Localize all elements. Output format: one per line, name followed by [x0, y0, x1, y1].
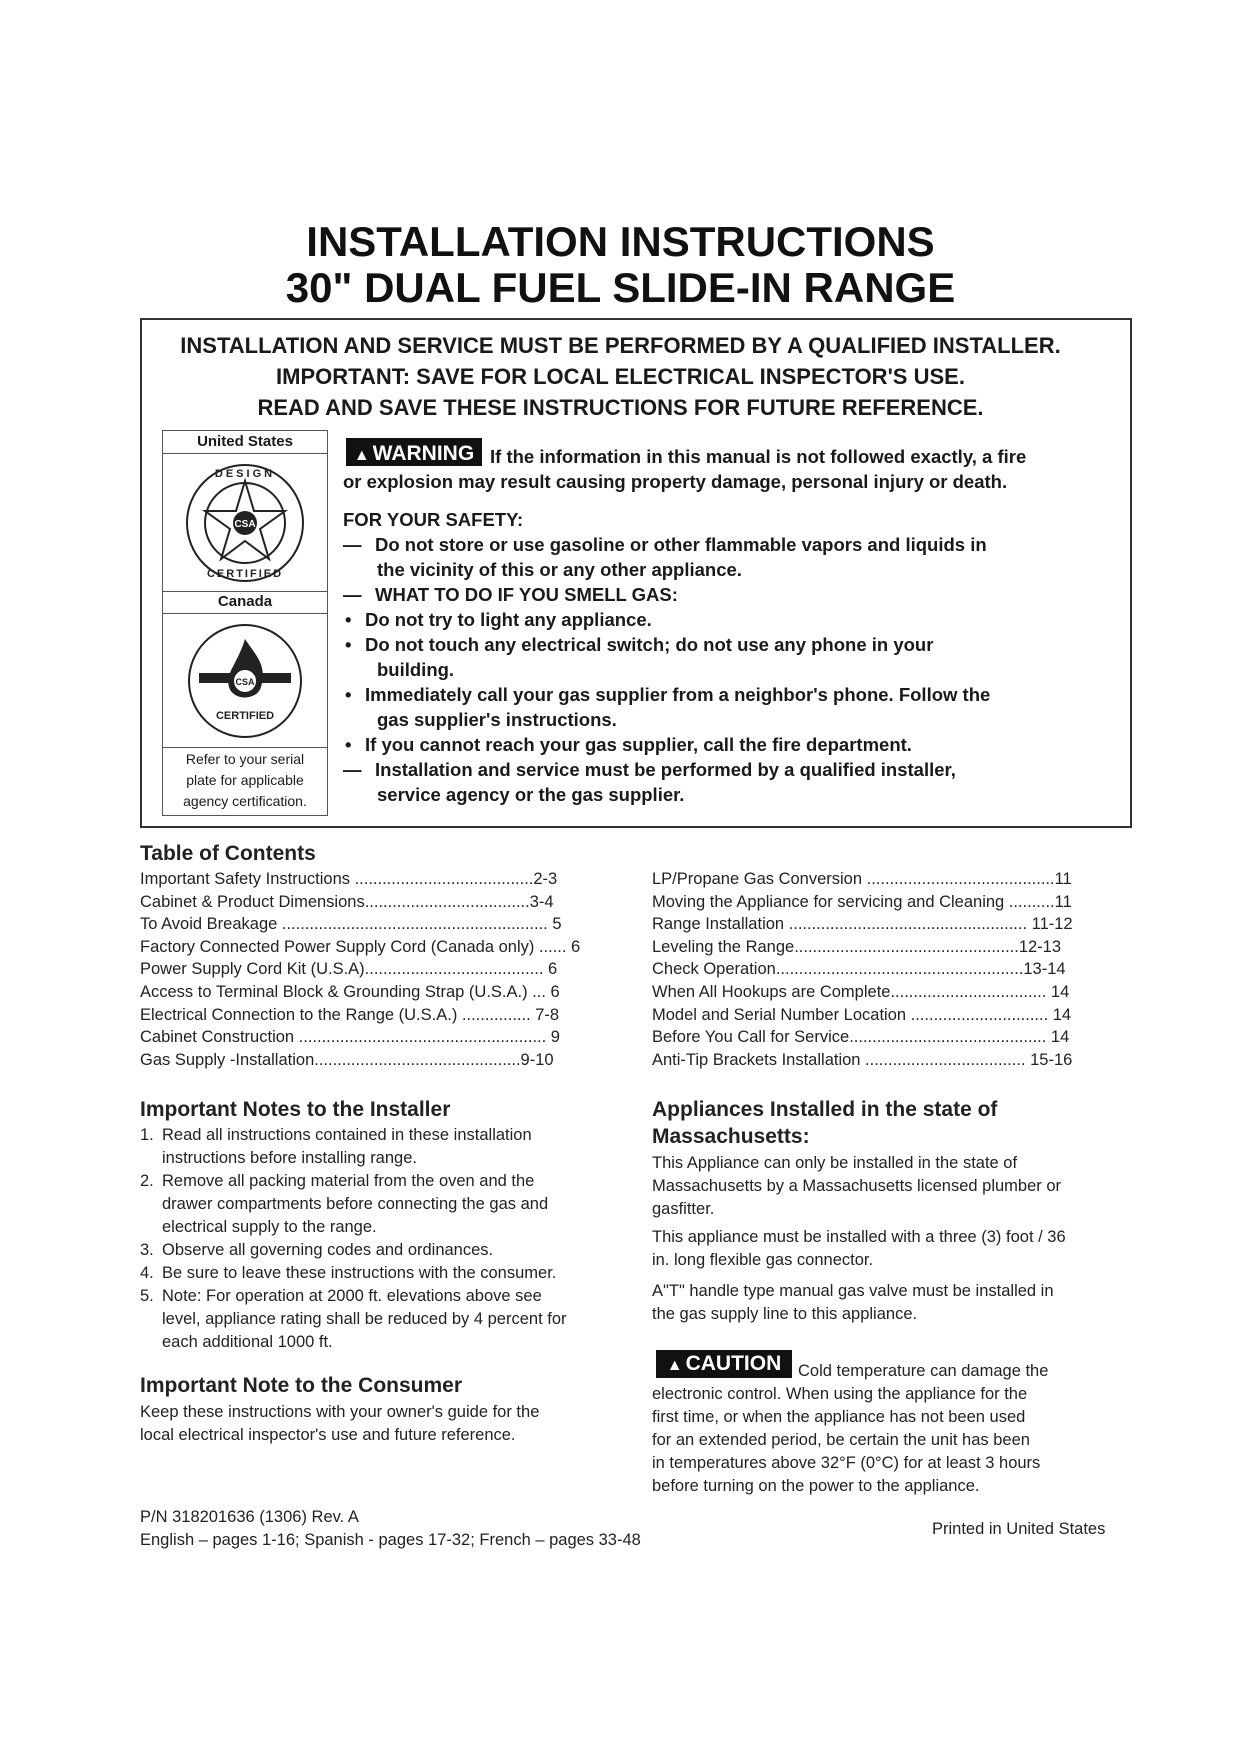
warning-badge [346, 438, 482, 466]
caution-line: before turning on the power to the appliance. [652, 1477, 980, 1495]
massachusetts-line: A"T" handle type manual gas valve must be installed in [652, 1282, 1054, 1300]
toc-left-column [140, 868, 620, 1071]
safety-item-4b: building. [377, 659, 455, 680]
safety-item-5: • Immediately call your gas supplier from a neighbor's phone. Follow the [345, 684, 991, 705]
warning-triangle-icon: ▲ [353, 447, 370, 464]
massachusetts-line: gasfitter. [652, 1200, 715, 1218]
massachusetts-line: This appliance must be installed with a three (3) foot / 36 [652, 1228, 1066, 1246]
csa-certified-flame-logo [185, 621, 305, 741]
installer-note-line: each additional 1000 ft. [162, 1333, 333, 1351]
box-header-line1: INSTALLATION AND SERVICE MUST BE PERFORMED BY A QUALIFIED INSTALLER. [180, 333, 1061, 358]
caution-text [652, 1383, 1132, 1498]
language-pages: English – pages 1-16; Spanish - pages 17-32; French – pages 33-48 [140, 1531, 641, 1549]
toc-entry: Access to Terminal Block & Grounding Strap (U.S.A.) ... 6 [140, 982, 560, 1001]
toc-entry: Electrical Connection to the Range (U.S.A.) ............... 7-8 [140, 1005, 560, 1024]
toc-entry: Gas Supply -Installation.............................................9-10 [140, 1050, 554, 1069]
massachusetts-paragraph-2 [652, 1226, 1132, 1272]
installer-note-line: electrical supply to the range. [162, 1218, 377, 1236]
caution-triangle-icon: ▲ [666, 1357, 683, 1374]
caution-badge [656, 1350, 792, 1378]
printed-in: Printed in United States [932, 1520, 1106, 1538]
installer-note-line: 5. Note: For operation at 2000 ft. elevations above see [140, 1287, 542, 1305]
massachusetts-line: This Appliance can only be installed in the state of [652, 1154, 1018, 1172]
installer-notes-list [140, 1124, 630, 1354]
svg-text:CSA: CSA [234, 519, 256, 530]
massachusetts-line: Massachusetts by a Massachusetts licensed plumber or [652, 1177, 1062, 1195]
massachusetts-line: the gas supply line to this appliance. [652, 1305, 918, 1323]
massachusetts-heading-1: Appliances Installed in the state of [652, 1098, 998, 1121]
toc-entry: Important Safety Instructions .......................................2-3 [140, 870, 558, 888]
box-header-line2: IMPORTANT: SAVE FOR LOCAL ELECTRICAL INSPECTOR'S USE. [276, 364, 965, 389]
safety-item-1: — Do not store or use gasoline or other flammable vapors and liquids in [343, 534, 987, 555]
warning-line2: or explosion may result causing property damage, personal injury or death. [343, 471, 1008, 492]
toc-entry: Anti-Tip Brackets Installation ................................... 15-16 [652, 1050, 1073, 1069]
caution-badge-label: CAUTION [685, 1352, 782, 1375]
consumer-note-line2: local electrical inspector's use and future reference. [140, 1426, 516, 1444]
installer-note-line: drawer compartments before connecting the gas and [162, 1195, 549, 1213]
toc-right-column [652, 868, 1136, 1071]
toc-heading: Table of Contents [140, 842, 316, 865]
toc-entry: Range Installation .................................................... 11-12 [652, 915, 1073, 934]
safety-item-6: • If you cannot reach your gas supplier, call the fire department. [345, 734, 912, 755]
toc-entry: Before You Call for Service........................................... 14 [652, 1028, 1070, 1047]
toc-entry: Cabinet & Product Dimensions....................................3-4 [140, 892, 554, 911]
refer-line1: Refer to your serial [185, 751, 305, 767]
safety-item-7: — Installation and service must be performed by a qualified installer, [343, 759, 956, 780]
toc-entry: When All Hookups are Complete.................................. 14 [652, 982, 1070, 1001]
safety-item-2: — WHAT TO DO IF YOU SMELL GAS: [343, 584, 678, 605]
toc-entry: LP/Propane Gas Conversion .........................................11 [652, 870, 1072, 888]
consumer-note-line1: Keep these instructions with your owner's guide for the [140, 1403, 540, 1421]
certification-panel [162, 430, 328, 816]
toc-entry: Leveling the Range.................................................12-13 [652, 937, 1062, 956]
installer-note-line: 4. Be sure to leave these instructions with the consumer. [140, 1264, 557, 1282]
caution-line1: Cold temperature can damage the [798, 1362, 1049, 1380]
caution-line: in temperatures above 32°F (0°C) for at least 3 hours [652, 1454, 1041, 1472]
caution-line: electronic control. When using the appliance for the [652, 1385, 1028, 1403]
svg-text:CERTIFIED: CERTIFIED [215, 710, 275, 722]
toc-entry: Check Operation......................................................13-14 [652, 960, 1066, 979]
warning-badge-label: WARNING [372, 442, 475, 465]
refer-line3: agency certification. [183, 793, 307, 809]
toc-entry: Cabinet Construction ...................................................... 9 [140, 1028, 560, 1047]
installer-note-line: instructions before installing range. [162, 1149, 417, 1167]
toc-entry: Power Supply Cord Kit (U.S.A)....................................... 6 [140, 960, 558, 979]
installer-note-line: 2. Remove all packing material from the oven and the [140, 1172, 535, 1190]
massachusetts-line: in. long flexible gas connector. [652, 1251, 874, 1269]
caution-line: first time, or when the appliance has not been used [652, 1408, 1026, 1426]
page-title: INSTALLATION INSTRUCTIONS [306, 218, 935, 265]
part-number: P/N 318201636 (1306) Rev. A [140, 1508, 359, 1526]
massachusetts-heading-2: Massachusetts: [652, 1125, 810, 1148]
safety-item-4: • Do not touch any electrical switch; do not use any phone in your [345, 634, 934, 655]
consumer-note-heading: Important Note to the Consumer [140, 1374, 463, 1397]
svg-text:CSA: CSA [235, 677, 255, 687]
safety-heading: FOR YOUR SAFETY: [343, 509, 524, 530]
safety-item-5b: gas supplier's instructions. [377, 709, 617, 730]
installer-note-line: 3. Observe all governing codes and ordinances. [140, 1241, 494, 1259]
massachusetts-paragraph-3 [652, 1280, 1132, 1326]
refer-line2: plate for applicable [186, 772, 304, 788]
toc-entry: Moving the Appliance for servicing and Cleaning ..........11 [652, 892, 1072, 911]
safety-item-3: • Do not try to light any appliance. [345, 609, 652, 630]
installer-notes-heading: Important Notes to the Installer [140, 1098, 451, 1121]
svg-text:DESIGN: DESIGN [214, 468, 276, 480]
warning-line1: If the information in this manual is not followed exactly, a fire [490, 446, 1027, 467]
caution-line: for an extended period, be certain the unit has been [652, 1431, 1030, 1449]
box-header-line3: READ AND SAVE THESE INSTRUCTIONS FOR FUTURE REFERENCE. [257, 395, 984, 420]
page-subtitle: 30" DUAL FUEL SLIDE-IN RANGE [285, 264, 956, 311]
toc-entry: Model and Serial Number Location .............................. 14 [652, 1005, 1072, 1024]
csa-design-certified-logo [183, 461, 307, 585]
installer-note-line: level, appliance rating shall be reduced by 4 percent for [162, 1310, 567, 1328]
safety-item-7b: service agency or the gas supplier. [377, 784, 685, 805]
toc-entry: Factory Connected Power Supply Cord (Canada only) ...... 6 [140, 937, 581, 956]
us-label: United States [197, 433, 293, 450]
installer-note-line: 1. Read all instructions contained in these installation [140, 1126, 532, 1144]
svg-text:CERTIFIED: CERTIFIED [206, 568, 284, 580]
toc-entry: To Avoid Breakage .......................................................... 5 [140, 915, 562, 934]
safety-item-1b: the vicinity of this or any other appliance. [377, 559, 742, 580]
canada-label: Canada [217, 593, 273, 610]
massachusetts-paragraph-1 [652, 1152, 1132, 1221]
